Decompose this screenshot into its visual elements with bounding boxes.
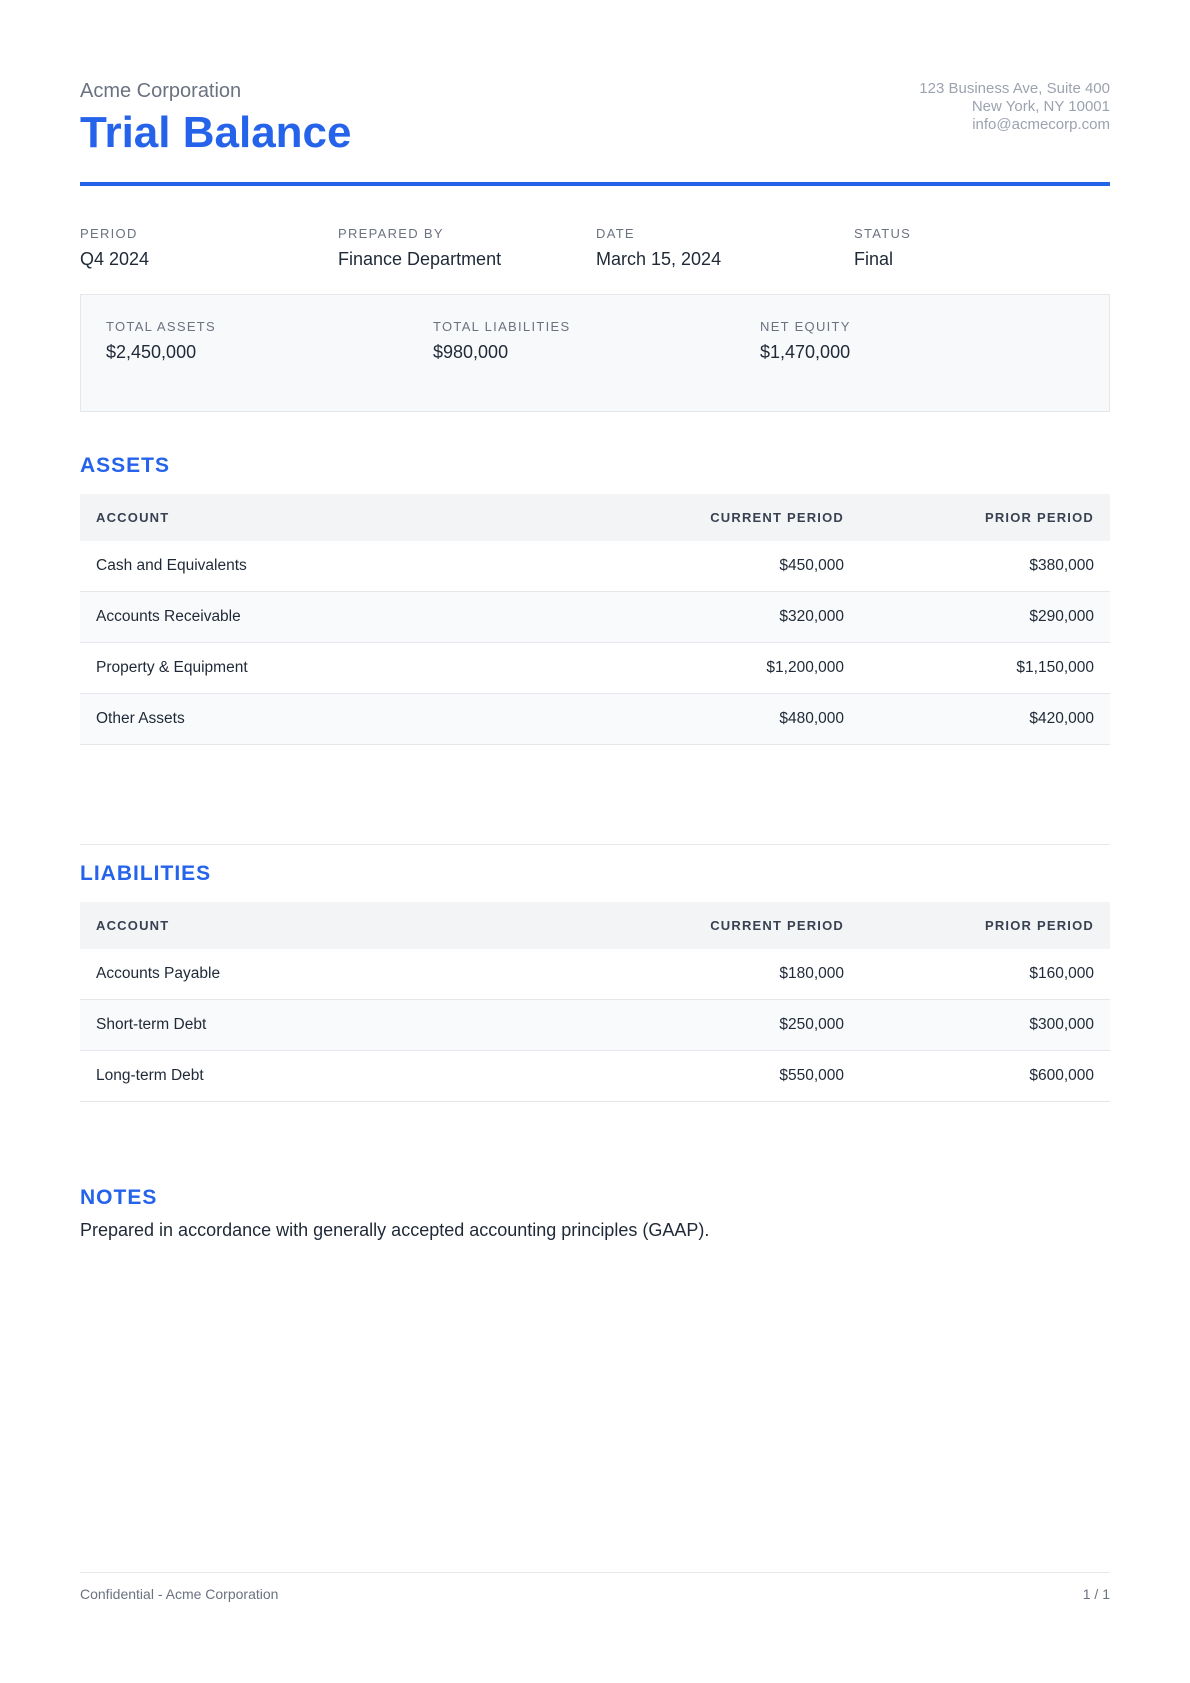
column-header-prior-period: PRIOR PERIOD [860, 902, 1110, 949]
assets-table [80, 494, 1110, 745]
prior-period-value: $1,150,000 [860, 643, 1110, 694]
current-period-value: $250,000 [630, 1000, 860, 1051]
footer-divider [80, 1572, 1110, 1573]
page-number: 1 / 1 [1082, 1586, 1110, 1602]
summary-label: TOTAL ASSETS [106, 319, 217, 334]
column-header-prior-period: PRIOR PERIOD [860, 494, 1110, 541]
document-page [80, 0, 1110, 1683]
current-period-value: $180,000 [630, 949, 860, 1000]
column-header-current-period: CURRENT PERIOD [630, 494, 860, 541]
summary-value: $1,470,000 [760, 342, 851, 362]
notes-heading: NOTES [80, 1186, 158, 1209]
meta-date [596, 226, 836, 270]
table-row [80, 949, 1110, 1000]
table-row [80, 592, 1110, 643]
footer-confidential: Confidential - Acme Corporation [80, 1586, 279, 1602]
current-period-value: $480,000 [630, 694, 860, 745]
table-row [80, 643, 1110, 694]
header-divider [80, 182, 1110, 186]
address-line: New York, NY 10001 [971, 98, 1110, 115]
meta-value: March 15, 2024 [596, 249, 722, 269]
meta-status [854, 226, 1094, 270]
notes-text: Prepared in accordance with generally accepted accounting principles (GAAP). [80, 1220, 710, 1240]
meta-label: STATUS [854, 226, 912, 241]
table-header-row [80, 494, 1110, 541]
column-header-account: ACCOUNT [80, 902, 630, 949]
prior-period-value: $420,000 [860, 694, 1110, 745]
summary-net-equity [760, 319, 851, 363]
summary-value: $2,450,000 [106, 342, 197, 362]
address-line: 123 Business Ave, Suite 400 [919, 80, 1110, 97]
summary-total-assets [106, 319, 216, 363]
current-period-value: $320,000 [630, 592, 860, 643]
contact-email: info@acmecorp.com [972, 116, 1110, 133]
account-name: Long-term Debt [80, 1051, 630, 1102]
summary-label: NET EQUITY [760, 319, 851, 334]
current-period-value: $450,000 [630, 541, 860, 592]
table-row [80, 541, 1110, 592]
column-header-account: ACCOUNT [80, 494, 630, 541]
page-title: Trial Balance [80, 108, 352, 157]
liabilities-table [80, 902, 1110, 1102]
table-row [80, 694, 1110, 745]
current-period-value: $1,200,000 [630, 643, 860, 694]
meta-value: Final [854, 249, 894, 269]
account-name: Short-term Debt [80, 1000, 630, 1051]
summary-value: $980,000 [433, 342, 509, 362]
liabilities-heading: LIABILITIES [80, 862, 212, 885]
meta-label: DATE [596, 226, 635, 241]
company-name: Acme Corporation [80, 80, 242, 102]
meta-period [80, 226, 320, 270]
assets-heading: ASSETS [80, 454, 171, 477]
meta-label: PERIOD [80, 226, 138, 241]
account-name: Accounts Payable [80, 949, 630, 1000]
section-divider [80, 844, 1110, 845]
summary-total-liabilities [433, 319, 570, 363]
account-name: Accounts Receivable [80, 592, 630, 643]
table-header-row [80, 902, 1110, 949]
meta-label: PREPARED BY [338, 226, 444, 241]
summary-label: TOTAL LIABILITIES [433, 319, 571, 334]
account-name: Property & Equipment [80, 643, 630, 694]
account-name: Cash and Equivalents [80, 541, 630, 592]
meta-value: Finance Department [338, 249, 502, 269]
prior-period-value: $380,000 [860, 541, 1110, 592]
prior-period-value: $300,000 [860, 1000, 1110, 1051]
account-name: Other Assets [80, 694, 630, 745]
column-header-current-period: CURRENT PERIOD [630, 902, 860, 949]
summary-box [80, 294, 1110, 412]
meta-prepared-by [338, 226, 578, 270]
table-row [80, 1051, 1110, 1102]
table-row [80, 1000, 1110, 1051]
current-period-value: $550,000 [630, 1051, 860, 1102]
prior-period-value: $290,000 [860, 592, 1110, 643]
prior-period-value: $600,000 [860, 1051, 1110, 1102]
prior-period-value: $160,000 [860, 949, 1110, 1000]
company-address [919, 80, 1110, 134]
meta-value: Q4 2024 [80, 249, 150, 269]
